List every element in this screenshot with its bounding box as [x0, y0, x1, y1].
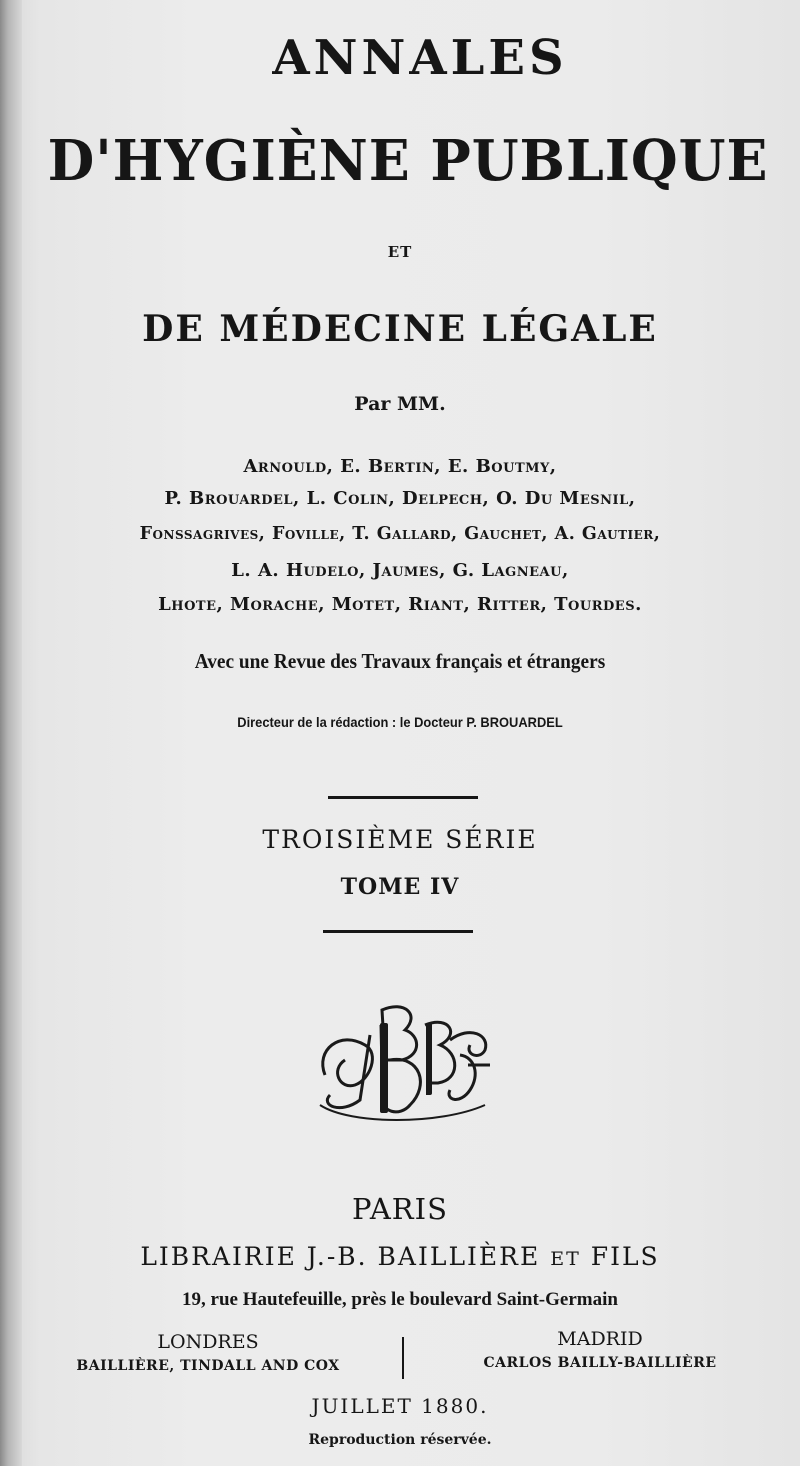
editor-credit: Directeur de la rédaction : le Docteur P. BROUARDEL — [237, 714, 563, 730]
publication-city: PARIS — [352, 1192, 448, 1226]
london-city: LONDRES — [157, 1331, 259, 1353]
journal-title-conjunction: ET — [387, 243, 413, 261]
review-subtitle: Avec une Revue des Travaux français et étrangers — [194, 649, 606, 673]
publisher-name — [0, 1242, 800, 1271]
authors-line: Lhote, Morache, Motet, Riant, Ritter, Tourdes. — [158, 594, 642, 615]
publisher-et: ET — [550, 1248, 581, 1270]
journal-title-line3: DE MÉDECINE LÉGALE — [142, 308, 658, 350]
london-publisher: BAILLIÈRE, TINDALL AND COX — [76, 1358, 340, 1374]
london-branch — [68, 1331, 348, 1374]
publisher-monogram-icon — [310, 995, 495, 1130]
authors-line: Fonssagrives, Foville, T. Gallard, Gauchet, A. Gautier, — [139, 524, 661, 544]
authors-line: P. Brouardel, L. Colin, Delpech, O. Du Mesnil, — [164, 488, 636, 509]
publication-date: JUILLET 1880. — [311, 1394, 489, 1418]
journal-title-line2: D'HYGIÈNE PUBLIQUE — [47, 128, 769, 194]
authors-line: L. A. Hudelo, Jaumes, G. Lagneau, — [231, 560, 569, 581]
branch-divider — [402, 1337, 404, 1379]
horizontal-rule-top — [328, 796, 478, 799]
authors-line: Arnould, E. Bertin, E. Boutmy, — [243, 456, 557, 477]
publisher-fils: FILS — [590, 1242, 660, 1271]
madrid-city: MADRID — [557, 1328, 643, 1350]
horizontal-rule-bottom — [323, 930, 473, 933]
madrid-branch — [460, 1328, 740, 1371]
journal-title-line1: ANNALES — [272, 30, 568, 86]
rights-notice: Reproduction réservée. — [308, 1432, 492, 1448]
authors-intro: Par MM. — [354, 393, 446, 415]
volume-label: TOME IV — [340, 874, 460, 900]
publisher-address: 19, rue Hautefeuille, près le boulevard Saint-Germain — [182, 1289, 618, 1310]
madrid-publisher: CARLOS BAILLY-BAILLIÈRE — [483, 1355, 717, 1371]
series-label: TROISIÈME SÉRIE — [262, 825, 538, 854]
publisher-main: LIBRAIRIE J.-B. BAILLIÈRE — [140, 1242, 541, 1271]
